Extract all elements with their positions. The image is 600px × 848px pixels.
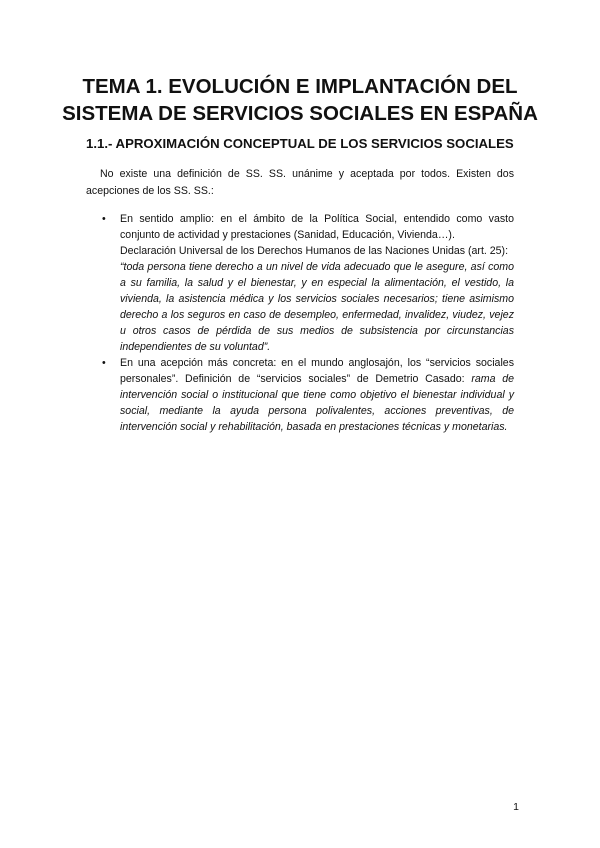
bullet-list: [86, 211, 514, 435]
document-title: [60, 73, 540, 127]
section-heading: 1.1.- APROXIMACIÓN CONCEPTUAL DE LOS SERVICIOS SOCIALES: [86, 136, 514, 151]
bullet-icon: •: [102, 213, 106, 225]
bullet-2-text: En una acepción más concreta: en el mundo anglosajón, los “servicios sociales personales”. Definición de “servicios sociales” de Demetrio Casado:: [120, 357, 514, 385]
bullet-1-text: En sentido amplio: en el ámbito de la Política Social, entendido como vasto conjunto de actividad y prestaciones (Sanidad, Educación, Vivienda…).: [120, 213, 514, 241]
title-line-1: TEMA 1. EVOLUCIÓN E IMPLANTACIÓN DEL: [82, 75, 518, 98]
bullet-item-concrete-sense: [86, 355, 514, 435]
bullet-item-broad-sense: [86, 211, 514, 355]
bullet-2-definition: rama de intervención social o institucional que tiene como objetivo el bienestar individual y social, mediante la ayuda persona polivalentes, acciones preventivas, de intervención social y rehabilitación, basada en prestaciones técnicas y monetarias.: [120, 373, 514, 433]
intro-paragraph: [86, 166, 514, 199]
page-number: 1: [513, 801, 519, 813]
intro-text: No existe una definición de SS. SS. unánime y aceptada por todos. Existen dos acepciones de los SS. SS.:: [86, 168, 514, 197]
bullet-1-quote: “toda persona tiene derecho a un nivel de vida adecuado que le asegure, así como a su familia, la salud y el bienestar, y en especial la alimentación, el vestido, la vivienda, la asistencia médica y los servicios sociales necesarios; tiene asimismo derecho a los seguros en caso de desempleo, enfermedad, invalidez, viudez, vejez u otros casos de pérdida de sus medios de subsistencia por circunstancias independientes de su voluntad”.: [120, 261, 514, 353]
title-line-2: SISTEMA DE SERVICIOS SOCIALES EN ESPAÑA: [62, 102, 538, 125]
bullet-icon: •: [102, 357, 106, 369]
bullet-1-declaration: Declaración Universal de los Derechos Humanos de las Naciones Unidas (art. 25):: [120, 245, 509, 257]
